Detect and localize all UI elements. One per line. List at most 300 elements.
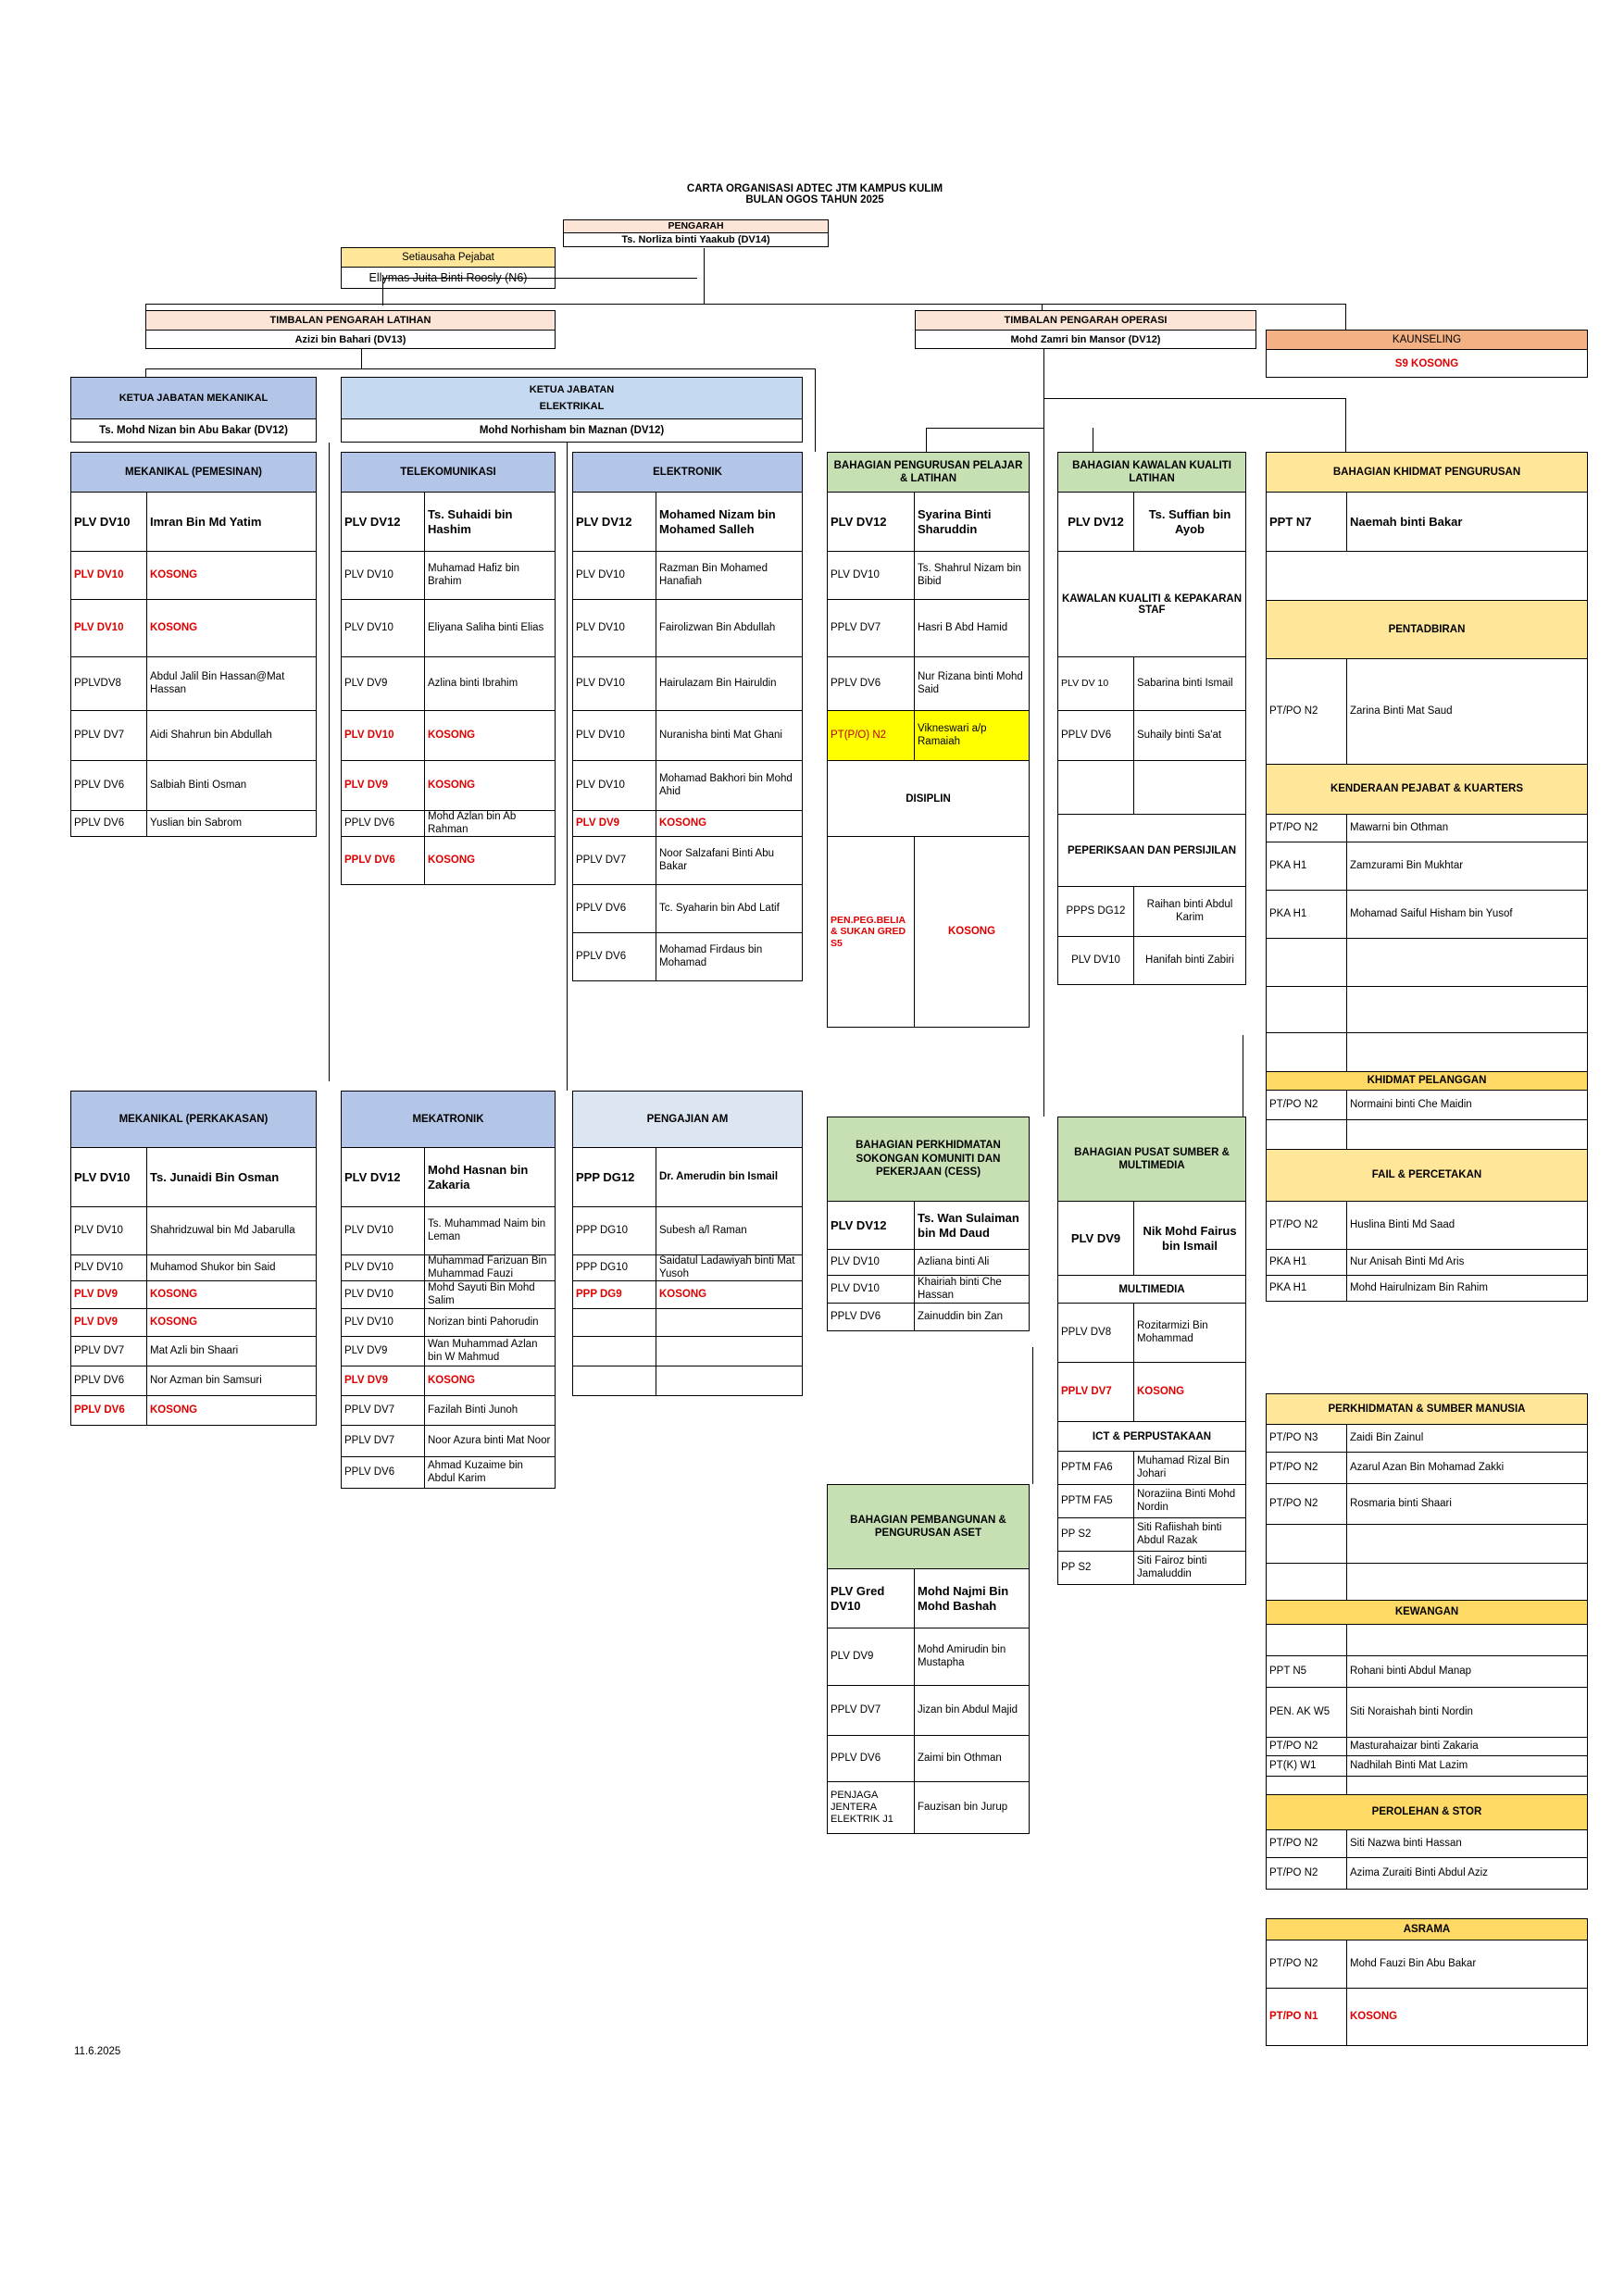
table-row [1267,1656,1587,1688]
table-cell: PLV DV9 [71,1281,147,1308]
table-cell: Raihan binti Abdul Karim [1146,898,1233,923]
table-row [342,1148,555,1207]
table-cell: Fauzisan bin Jurup [918,1801,1008,1813]
table-cell: PPLV DV6 [828,657,915,710]
table-cell: Siti Rafiishah binti Abdul Razak [1137,1521,1222,1546]
table-cell: PT/PO N2 [1267,1858,1347,1889]
table-cell: Huslina Binti Md Saad [1350,1218,1455,1230]
table-row [342,1366,555,1396]
table-cell: Naemah binti Bakar [1350,514,1463,529]
connector-line [145,304,1345,305]
pengarah-box [563,219,829,247]
table-row [342,1255,555,1281]
disiplin-label: DISIPLIN [828,761,1029,837]
table-cell: Ts. Wan Sulaiman bin Md Daud [918,1210,1019,1240]
table-body [827,1569,1030,1834]
connector-line [361,348,362,368]
khidmat-pelanggan-title: KHIDMAT PELANGGAN [1266,1072,1588,1091]
table-body [827,493,1030,1028]
mekanikal-perkakasan-table [70,1091,317,1426]
table-row [342,1426,555,1457]
table-cell: PP S2 [1058,1552,1134,1584]
table-cell: Siti Nazwa binti Hassan [1350,1837,1462,1849]
table-row [1267,1091,1587,1120]
table-cell: Azima Zuraiti Binti Abdul Aziz [1350,1866,1488,1878]
chart-title [611,183,1018,206]
table-row [71,1337,316,1366]
peperiksaan-label: PEPERIKSAAN DAN PERSIJILAN [1058,815,1245,887]
setiausaha-name: Ellymas Juita Binti Roosly (N6) [369,271,528,284]
table-cell: PPP DG12 [573,1148,656,1206]
table-cell: KOSONG [659,817,707,829]
table-row [573,1148,802,1207]
connector-line [1043,398,1345,399]
table-row [71,657,316,711]
table-cell: KOSONG [947,925,996,937]
table-row [828,1202,1029,1250]
table-cell [1347,1564,1587,1600]
table-row [1058,1485,1245,1518]
table-row [1267,1425,1587,1453]
table-row [71,1366,316,1396]
table-body [1057,493,1246,985]
table-row [71,1148,316,1207]
table-cell: Mohamad Saiful Hisham bin Yusof [1350,907,1513,919]
kaunseling-box [1266,330,1588,378]
table-cell: Jizan bin Abdul Majid [918,1703,1018,1716]
table-cell [1267,1564,1347,1600]
table-cell: PLV DV10 [342,600,425,656]
table-cell: Zamzurami Bin Mukhtar [1350,859,1464,871]
table-cell: PT/PO N3 [1267,1425,1347,1452]
table-cell: PLV DV10 [828,1276,915,1303]
table-cell: KOSONG [428,779,476,791]
table-cell: PLV DV10 [573,657,656,710]
table-cell: Norizan binti Pahorudin [428,1316,539,1328]
table-cell: PT(K) W1 [1267,1756,1347,1776]
kj-mekanikal-box [70,377,317,443]
table-row [1267,1830,1587,1858]
table-row [1267,842,1587,891]
table-cell: PLV DV12 [573,493,656,551]
mekanikal-perkakasan-title: MEKANIKAL (PERKAKASAN) [70,1091,317,1148]
table-cell: PLV DV10 [71,1255,147,1280]
table-row [828,1686,1029,1736]
table-cell [1347,1777,1587,1794]
table-body [70,493,317,837]
table-cell: PLV DV10 [71,1148,147,1206]
table-cell: Mohd Amirudin bin Mustapha [918,1643,1006,1668]
table-row [1267,1756,1587,1777]
table-row [71,1207,316,1255]
pentadbiran-table [1266,600,1588,1302]
elektronik-title: ELEKTRONIK [572,452,803,493]
table-row [1058,761,1245,815]
table-row [342,1309,555,1337]
tp-latihan-name: Azizi bin Bahari (DV13) [294,334,406,345]
table-cell: Sabarina binti Ismail [1137,677,1233,689]
table-cell [656,1366,802,1395]
table-row [573,711,802,761]
table-row [1267,939,1587,987]
table-cell: Aidi Shahrun bin Abdullah [150,729,272,741]
table-row [342,1337,555,1366]
connector-line [704,248,705,304]
kj-elektrikal-label2: ELEKTRIKAL [539,401,605,412]
table-cell: PLV DV9 [71,1309,147,1336]
table-cell: PKA H1 [1267,891,1347,938]
table-cell [1267,1625,1347,1655]
table-cell: PLV DV12 [1058,493,1134,551]
table-row [1267,1033,1587,1072]
table-cell: PLV DV12 [828,493,915,551]
table-row [1058,1202,1245,1276]
table-cell: PENJAGA JENTERA ELEKTRIK J1 [828,1782,915,1833]
table-body [1266,1091,1588,1150]
table-cell: Mawarni bin Othman [1350,821,1449,833]
table-cell: Azlina binti Ibrahim [428,677,518,689]
table-cell: PPPS DG12 [1058,887,1134,936]
table-cell: PLV DV10 [573,552,656,599]
table-cell: Zainuddin bin Zan [918,1310,1004,1322]
table-row [1058,1552,1245,1585]
asrama-title: ASRAMA [1266,1918,1588,1940]
table-row [573,552,802,600]
table-cell: Imran Bin Md Yatim [150,514,262,529]
title-line2: BULAN OGOS TAHUN 2025 [745,194,884,206]
table-cell: PLV DV9 [342,657,425,710]
table-cell [1347,939,1587,986]
table-row [1058,493,1245,552]
table-cell: PLV DV9 [342,761,425,810]
kj-elektrikal-label1: KETUA JABATAN [529,384,615,395]
table-cell: PLV DV9 [342,1337,425,1366]
table-cell: Wan Muhammad Azlan bin W Mahmud [428,1338,538,1363]
table-cell: Mohd Najmi Bin Mohd Bashah [918,1583,1009,1613]
table-cell: KOSONG [150,1404,198,1416]
table-cell: PPLV DV6 [71,1396,147,1425]
table-cell: PLV DV9 [573,811,656,836]
tp-operasi-box [915,310,1256,349]
table-cell: Hairulazam Bin Hairuldin [659,677,777,689]
table-cell: Zarina Binti Mat Saud [1350,705,1453,717]
kaunseling-label: KAUNSELING [1267,331,1587,350]
table-cell: PPLV DV6 [342,837,425,884]
table-cell: PKA H1 [1267,1276,1347,1301]
table-cell: Zaimi bin Othman [918,1752,1002,1764]
kewangan-title: KEWANGAN [1266,1601,1588,1625]
table-cell: Hasri B Abd Hamid [918,621,1008,633]
table-row [828,493,1029,552]
table-cell: Nur Rizana binti Mohd Said [918,670,1023,695]
table-body [1266,815,1588,1072]
table-cell: KOSONG [659,1288,707,1300]
table-cell: PLV DV9 [828,1628,915,1685]
table-cell: PLV DV10 [573,711,656,760]
table-cell: Saidatul Ladawiyah binti Mat Yusoh [659,1254,795,1279]
table-cell: PT/PO N2 [1267,1091,1347,1119]
khidmat-pengurusan-title: BAHAGIAN KHIDMAT PENGURUSAN [1266,452,1588,493]
mekatronik-title: MEKATRONIK [341,1091,556,1148]
table-cell: Nadhilah Binti Mat Lazim [1350,1759,1468,1771]
multimedia-label: MULTIMEDIA [1058,1276,1245,1304]
table-row [573,657,802,711]
pembangunan-aset-title: BAHAGIAN PEMBANGUNAN & PENGURUSAN ASET [827,1484,1030,1569]
table-row [1267,1202,1587,1250]
table-cell: Ts. Suhaidi bin Hashim [428,506,513,536]
table-cell: PLV DV10 [828,552,915,599]
tp-latihan-box [145,310,556,349]
table-row [828,600,1029,657]
table-cell: Fairolizwan Bin Abdullah [659,621,776,633]
kenderaan-title: KENDERAAN PEJABAT & KUARTERS [1266,765,1588,815]
pengajian-am-title: PENGAJIAN AM [572,1091,803,1148]
table-cell: Syarina Binti Sharuddin [918,506,992,536]
table-cell: PPLV DV7 [342,1426,425,1456]
table-cell: Siti Noraishah binti Nordin [1350,1705,1473,1717]
table-row [828,837,1029,1028]
table-cell: PLV DV10 [573,600,656,656]
kawalan-kualiti-table [1057,452,1246,985]
table-cell: Azarul Azan Bin Mohamad Zakki [1350,1461,1505,1473]
table-body [1266,493,1588,604]
table-cell: PEN.PEG.BELIA & SUKAN GRED S5 [828,837,915,1027]
table-cell: Mohd Hasnan bin Zakaria [428,1162,529,1192]
ict-label: ICT & PERPUSTAKAAN [1058,1422,1245,1452]
table-row [828,1736,1029,1782]
table-cell: PT/PO N2 [1267,1202,1347,1249]
connector-line [1043,348,1044,1117]
table-cell [1347,1033,1587,1071]
table-cell: Subesh a/l Raman [659,1224,747,1236]
table-row [828,1569,1029,1628]
kj-elektrikal-name: Mohd Norhisham bin Maznan (DV12) [479,425,665,436]
table-row [573,1337,802,1366]
kj-mekanikal-name: Ts. Mohd Nizan bin Abu Bakar (DV12) [99,425,288,436]
table-row [71,1281,316,1309]
table-row [342,711,555,761]
table-row [1058,711,1245,761]
table-cell: PLV DV9 [1058,1202,1134,1275]
table-row [342,493,555,552]
table-cell: PLV DV10 [1058,937,1134,984]
table-cell: Muhamad Hafiz bin Brahim [428,562,520,587]
table-cell: Mohd Fauzi Bin Abu Bakar [1350,1957,1477,1969]
table-cell: PLV DV10 [342,1207,425,1254]
table-cell [1347,1120,1587,1149]
table-cell: Hanifah binti Zabiri [1145,954,1234,966]
table-cell: Nik Mohd Fairus bin Ismail [1143,1223,1237,1253]
table-cell: PT/PO N1 [1267,1989,1347,2045]
pengurusan-pelajar-title: BAHAGIAN PENGURUSAN PELAJAR & LATIHAN [827,452,1030,493]
table-row [1267,1777,1587,1795]
date-label: 11.6.2025 [74,2046,121,2057]
table-row [1058,887,1245,937]
table-row [1267,1989,1587,2046]
cess-title: BAHAGIAN PERKHIDMATAN SOKONGAN KOMUNITI DAN PEKERJAAN (CESS) [827,1117,1030,1202]
table-cell: KOSONG [428,1374,476,1386]
table-cell: Noor Salzafani Binti Abu Bakar [659,847,775,872]
table-cell [573,1366,656,1395]
table-row [1267,1525,1587,1564]
setiausaha-box [341,247,556,289]
table-cell: Mohamed Nizam bin Mohamed Salleh [659,506,776,536]
pusat-sumber-table [1057,1117,1246,1585]
table-row [342,1457,555,1489]
table-cell: Nor Azman bin Samsuri [150,1374,262,1386]
table-row [1267,1120,1587,1150]
table-cell: KOSONG [428,729,476,741]
table-cell: Zaidi Bin Zainul [1350,1431,1424,1443]
table-row [1267,1484,1587,1525]
table-row [1058,1452,1245,1485]
table-cell: PT/PO N2 [1267,815,1347,842]
table-body [572,493,803,981]
table-row [1267,1250,1587,1276]
table-cell: PT/PO N2 [1267,1484,1347,1524]
table-cell: Ts. Junaidi Bin Osman [150,1169,280,1184]
title-line1: CARTA ORGANISASI ADTEC JTM KAMPUS KULIM [686,183,943,194]
table-cell: PPP DG10 [573,1255,656,1280]
table-cell: PPLV DV6 [342,1457,425,1488]
table-cell: PPLV DV6 [828,1304,915,1330]
table-body [1266,1625,1588,1795]
table-row [71,1255,316,1281]
table-cell: Muhamad Rizal Bin Johari [1137,1454,1230,1479]
table-row [573,600,802,657]
table-cell: Ts. Shahrul Nizam bin Bibid [918,562,1021,587]
table-row [342,1207,555,1255]
table-cell: PPLV DV6 [573,933,656,980]
table-body [572,1148,803,1396]
pengurusan-pelajar-table [827,452,1030,1028]
table-row [1267,1688,1587,1738]
table-cell: Noraziina Binti Mohd Nordin [1137,1488,1236,1513]
table-cell: KOSONG [150,568,198,580]
table-row [71,1396,316,1426]
table-row [1267,1940,1587,1989]
table-cell: PPP DG9 [573,1281,656,1308]
table-row [342,811,555,837]
table-cell: Dr. Amerudin bin Ismail [659,1170,779,1182]
table-row [342,657,555,711]
table-row [828,1276,1029,1304]
telekomunikasi-title: TELEKOMUNIKASI [341,452,556,493]
kawalan-kualiti-label: KAWALAN KUALITI & KEPAKARAN STAF [1058,552,1245,657]
table-cell: PLV DV10 [71,1207,147,1254]
table-cell: KOSONG [150,621,198,633]
table-cell: PT/PO N2 [1267,1453,1347,1483]
table-cell: PPLV DV8 [1058,1304,1134,1362]
table-row [1058,1304,1245,1363]
table-row [1058,937,1245,985]
table-cell: Azliana binti Ali [918,1255,990,1267]
table-cell: Eliyana Saliha binti Elias [428,621,544,633]
table-body [1266,1202,1588,1302]
table-row [828,1782,1029,1834]
table-row [342,1396,555,1426]
table-row [71,493,316,552]
table-cell: PPLVDV8 [71,657,147,710]
table-cell [573,1309,656,1336]
table-cell [1267,987,1347,1032]
table-cell: Nur Anisah Binti Md Aris [1350,1255,1465,1267]
table-cell: Mohd Azlan bin Ab Rahman [428,810,517,835]
table-cell: PPP DG10 [573,1207,656,1254]
table-cell: Masturahaizar binti Zakaria [1350,1740,1479,1752]
table-cell [1347,1525,1587,1563]
table-cell [656,1337,802,1366]
table-cell [573,1337,656,1366]
table-row [1267,987,1587,1033]
table-cell: PLV DV12 [342,1148,425,1206]
table-row [573,1207,802,1255]
table-row [828,711,1029,761]
table-body [1057,1202,1246,1585]
table-cell: Suhaily binti Sa'at [1137,729,1222,741]
table-body [1266,1830,1588,1890]
table-row [1267,493,1587,552]
table-cell: Tc. Syaharin bin Abd Latif [659,902,780,914]
table-cell: Mat Azli bin Shaari [150,1344,239,1356]
table-cell: PLV DV10 [342,711,425,760]
table-row [1267,1453,1587,1484]
pembangunan-aset-table [827,1484,1030,1834]
table-cell: PT/PO N2 [1267,1940,1347,1988]
table-body [1266,1940,1588,2046]
connector-line [815,368,816,452]
mekanikal-pemesinan-table [70,452,317,837]
fail-percetakan-title: FAIL & PERCETAKAN [1266,1150,1588,1202]
table-row [1267,1564,1587,1601]
table-cell: Normaini binti Che Maidin [1350,1098,1472,1110]
table-cell: PLV DV10 [828,1250,915,1275]
table-cell: PLV DV10 [342,1309,425,1336]
table-cell: PPLV DV6 [342,811,425,836]
table-row [828,552,1029,600]
table-row [71,1309,316,1337]
table-cell: PLV DV10 [342,1255,425,1280]
table-cell: Khairiah binti Che Hassan [918,1276,1002,1301]
table-row [573,885,802,933]
table-cell: PPLV DV6 [1058,711,1134,760]
table-cell: Abdul Jalil Bin Hassan@Mat Hassan [150,670,285,695]
kawalan-kualiti-title: BAHAGIAN KAWALAN KUALITI LATIHAN [1057,452,1246,493]
table-cell: Nuranisha binti Mat Ghani [659,729,782,741]
table-body [341,493,556,885]
table-row [1058,657,1245,711]
table-body [827,1202,1030,1331]
table-row [828,1304,1029,1331]
table-cell: PLV DV 10 [1058,657,1134,710]
table-row [71,552,316,600]
table-cell: Vikneswari a/p Ramaiah [915,711,1029,760]
table-cell: PLV DV10 [71,493,147,551]
pentadbiran-title: PENTADBIRAN [1266,600,1588,659]
table-body [1266,1425,1588,1601]
table-cell: PLV DV10 [342,552,425,599]
table-cell: PKA H1 [1267,1250,1347,1275]
table-cell: PT/PO N2 [1267,1830,1347,1857]
table-cell: Rozitarmizi Bin Mohammad [1137,1319,1208,1344]
connector-line [926,428,1043,429]
sumber-manusia-table [1266,1393,1588,1890]
kj-mekanikal-label: KETUA JABATAN MEKANIKAL [71,378,316,419]
table-row [573,1281,802,1309]
table-cell: PPLV DV7 [1058,1363,1134,1421]
table-body [341,1148,556,1489]
table-cell [1347,987,1587,1032]
